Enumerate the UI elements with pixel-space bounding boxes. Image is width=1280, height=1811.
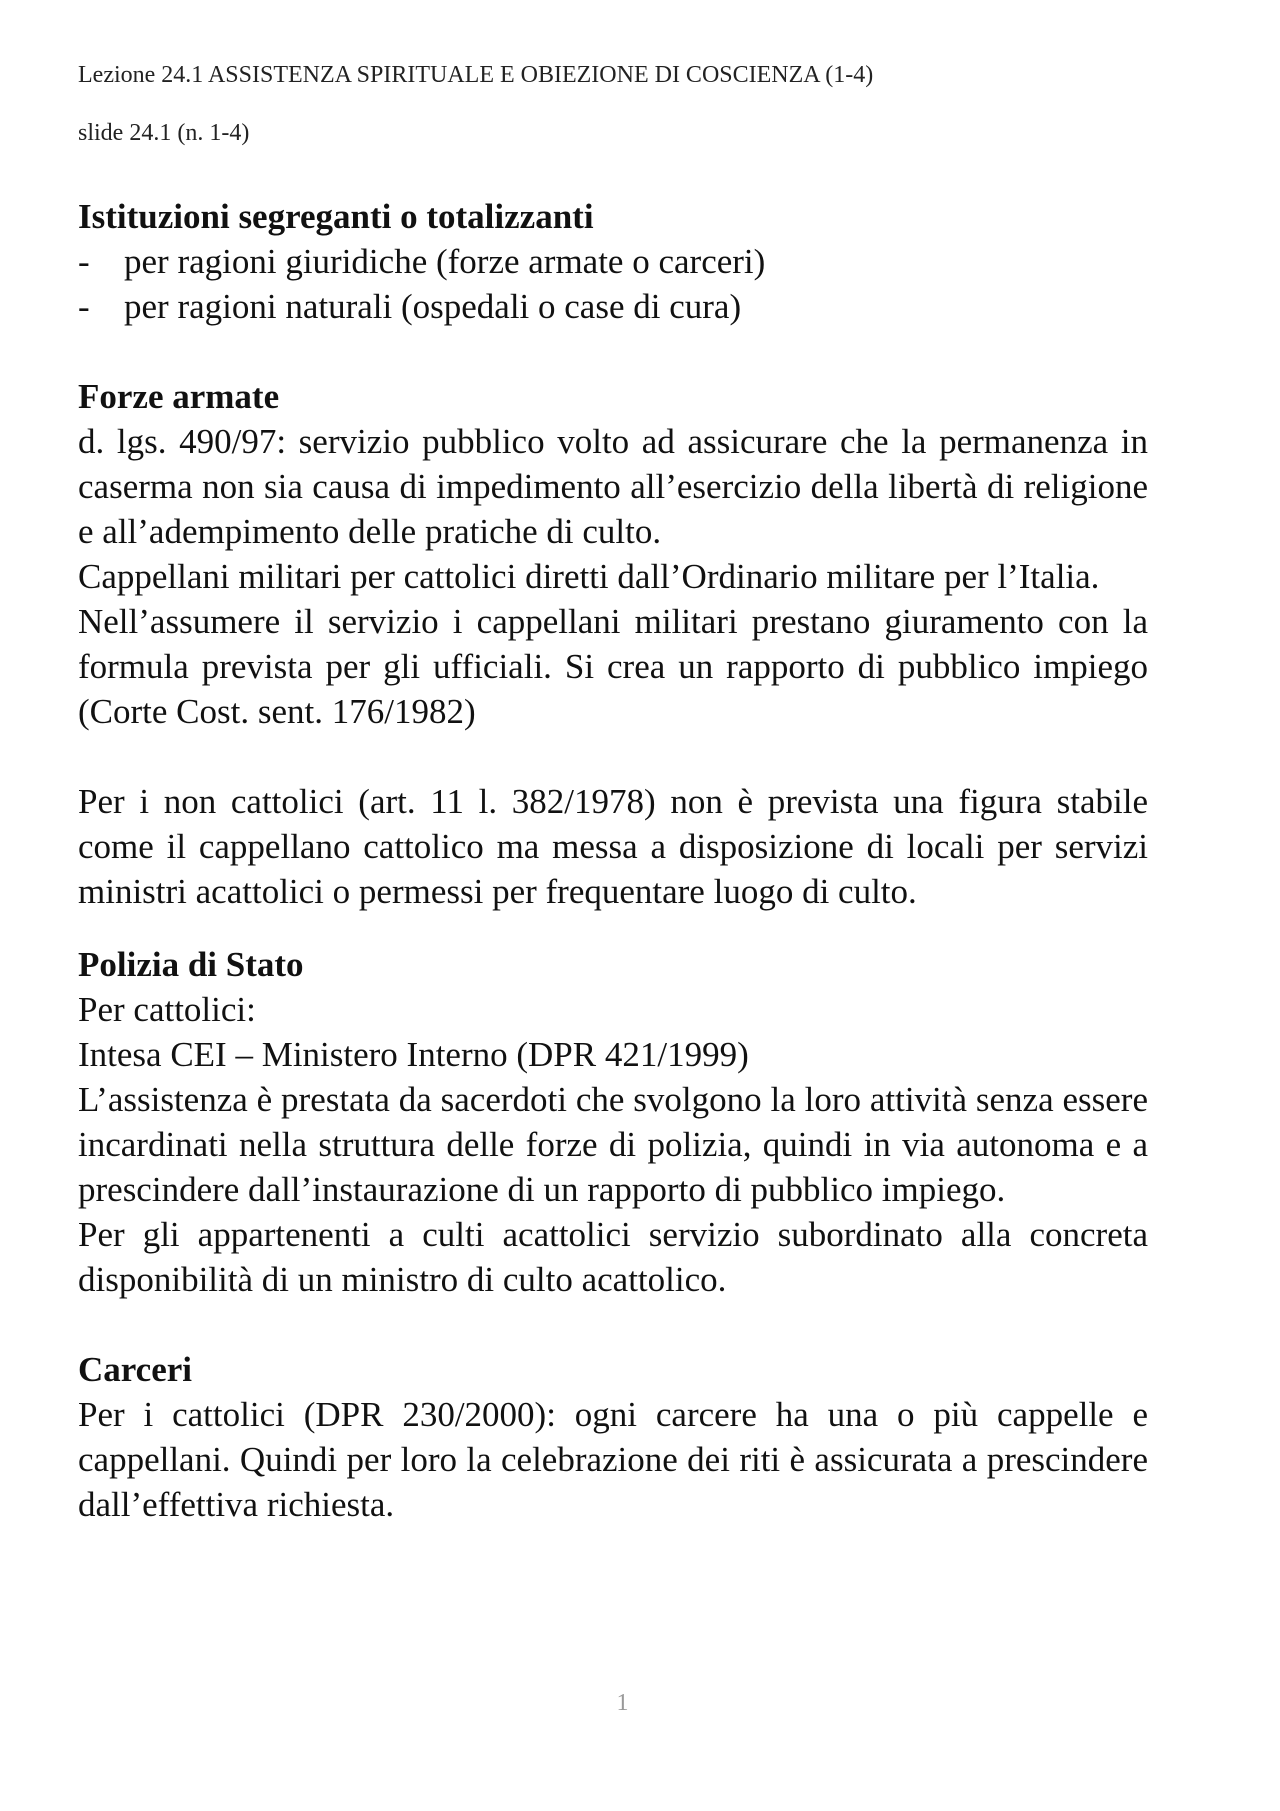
list-dash: - [78, 242, 90, 281]
paragraph: d. lgs. 490/97: servizio pubblico volto ad assicurare che la permanenza in caserma non sia causa di impedimento all’esercizio della libertà di religione e all’adempimento delle pratiche di culto. [78, 422, 1148, 551]
spacer [78, 329, 1148, 374]
list-item-text: per ragioni naturali (ospedali o case di cura) [124, 287, 742, 326]
page-number: 1 [616, 1690, 629, 1716]
heading-carceri: Carceri [78, 1350, 193, 1389]
heading-polizia: Polizia di Stato [78, 945, 304, 984]
list-item [78, 239, 1148, 284]
paragraph: Per i cattolici (DPR 230/2000): ogni carcere ha una o più cappelle e cappellani. Quindi per loro la celebrazione dei riti è assicurata a prescindere dall’effettiva richiesta. [78, 1395, 1148, 1524]
text-line: Per cattolici: [78, 990, 256, 1029]
text-line: Intesa CEI – Ministero Interno (DPR 421/1999) [78, 1035, 749, 1074]
document-body [78, 194, 1148, 1527]
spacer [78, 734, 1148, 779]
paragraph: Cappellani militari per cattolici diretti dall’Ordinario militare per l’Italia. [78, 557, 1100, 596]
spacer [78, 914, 1148, 942]
paragraph: L’assistenza è prestata da sacerdoti che svolgono la loro attività senza essere incardinati nella struttura delle forze di polizia, quindi in via autonoma e a prescindere dall’instaurazione di un rapporto di pubblico impiego. [78, 1080, 1148, 1209]
istituzioni-list [78, 239, 1148, 329]
heading-forze-armate: Forze armate [78, 377, 280, 416]
list-dash: - [78, 287, 90, 326]
paragraph: Per i non cattolici (art. 11 l. 382/1978) non è prevista una figura stabile come il cappellano cattolico ma messa a disposizione di locali per servizi ministri acattolici o permessi per frequentare luogo di culto. [78, 782, 1148, 911]
list-item [78, 284, 1148, 329]
slide-reference: slide 24.1 (n. 1-4) [78, 120, 250, 146]
heading-istituzioni: Istituzioni segreganti o totalizzanti [78, 197, 594, 236]
paragraph: Per gli appartenenti a culti acattolici servizio subordinato alla concreta disponibilità di un ministro di culto acattolico. [78, 1215, 1148, 1299]
spacer [78, 1302, 1148, 1347]
list-item-text: per ragioni giuridiche (forze armate o carceri) [124, 242, 766, 281]
lesson-title: Lezione 24.1 ASSISTENZA SPIRITUALE E OBIEZIONE DI COSCIENZA (1-4) [78, 62, 874, 88]
paragraph: Nell’assumere il servizio i cappellani militari prestano giuramento con la formula prevista per gli ufficiali. Si crea un rapporto di pubblico impiego (Corte Cost. sent. 176/1982) [78, 602, 1148, 731]
